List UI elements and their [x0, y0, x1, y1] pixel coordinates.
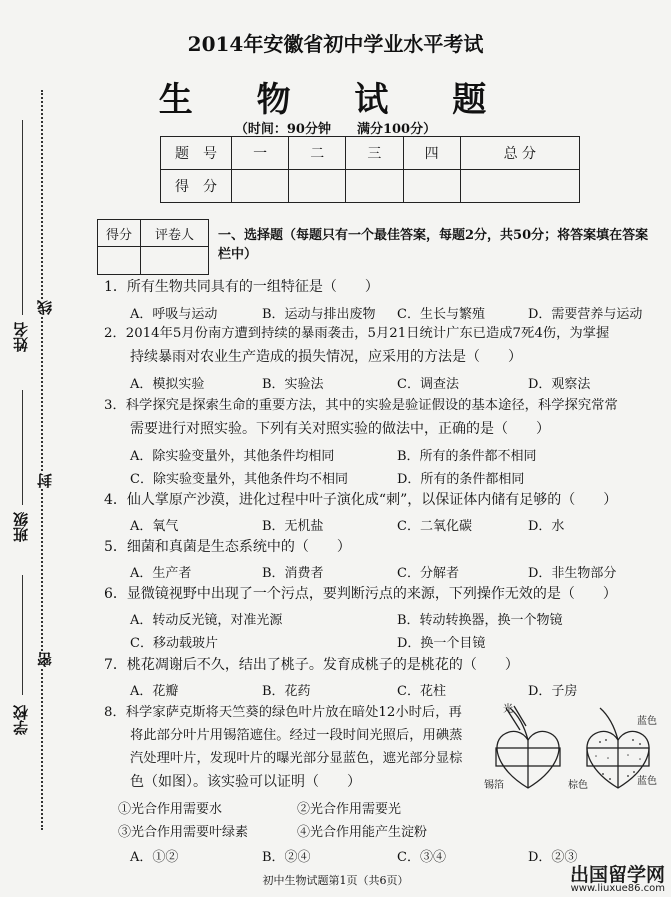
q5-option-d: D．非生物部分	[528, 566, 617, 581]
score-row-label: 得 分	[161, 170, 232, 203]
q1-option-d: D．需要营养与运动	[528, 307, 643, 322]
q7-option-d: D．子房	[528, 684, 578, 699]
q6-option-a: A．转动反光镜，对准光源	[130, 613, 283, 628]
question-1: 1．所有生物共同具有的一组特征是（ ）	[104, 279, 379, 295]
score-header: 二	[289, 137, 346, 170]
score-cell[interactable]	[232, 170, 289, 203]
question-2-line2: 持续暴雨对农业生产造成的损失情况，应采用的方法是（ ）	[130, 349, 522, 365]
grader-score-cell[interactable]	[98, 247, 141, 275]
q4-option-d: D．水	[528, 519, 565, 534]
question-8-line1: 8．科学家萨克斯将天竺葵的绿色叶片放在暗处12小时后，再	[104, 705, 462, 720]
q8-option-b: B．②④	[262, 850, 311, 865]
score-header-row	[161, 137, 580, 170]
q2-option-c: C．调查法	[397, 377, 459, 392]
page-title: 生 物 试 题	[158, 80, 513, 120]
page-footer: 初中生物试题第1页（共6页）	[262, 874, 409, 887]
binding-dotted-line	[41, 90, 43, 830]
question-8-line3: 汽处理叶片，发现叶片的曝光部分显蓝色，遮光部分显棕	[130, 751, 463, 766]
question-3-line2: 需要进行对照实验。下列有关对照实验的做法中，正确的是（ ）	[130, 421, 550, 437]
question-6: 6．显微镜视野中出现了一个污点，要判断污点的来源，下列操作无效的是（ ）	[104, 586, 617, 602]
question-8-line4: 色（如图）。该实验可以证明（ ）	[130, 774, 361, 790]
fig-brown-label: 棕色	[568, 780, 588, 791]
watermark-url: www.liuxue86.com	[570, 883, 665, 894]
q4-option-b: B．无机盐	[262, 519, 324, 534]
score-cell[interactable]	[403, 170, 460, 203]
q8-option-c: C．③④	[397, 850, 446, 865]
class-label: 班级	[12, 512, 30, 542]
seal-xian: 线	[36, 300, 54, 315]
question-7: 7．桃花凋谢后不久，结出了桃子。发育成桃子的是桃花的（ ）	[104, 657, 519, 673]
q8-statement-1: ①光合作用需要水	[118, 802, 223, 817]
score-header: 三	[346, 137, 403, 170]
question-5: 5．细菌和真菌是生态系统中的（ ）	[104, 539, 351, 555]
fig-foil-label: 锡箔	[484, 780, 504, 791]
q5-option-b: B．消费者	[262, 566, 324, 581]
q7-option-a: A．花瓣	[130, 684, 179, 699]
q4-option-c: C．二氧化碳	[397, 519, 472, 534]
school-label: 学校	[12, 705, 30, 735]
exam-name: 2014年安徽省初中学业水平考试	[187, 32, 484, 56]
question-8-line2: 将此部分叶片用锡箔遮住。经过一段时间光照后，用碘蒸	[130, 728, 463, 743]
q4-option-a: A．氧气	[130, 519, 179, 534]
q2-option-d: D．观察法	[528, 377, 591, 392]
fig-blue-label-2: 蓝色	[637, 776, 657, 787]
question-2-line1: 2．2014年5月份南方遭到持续的暴雨袭击，5月21日统计广东已造成7死4伤，为掌握	[104, 326, 610, 341]
q7-option-c: C．花柱	[397, 684, 446, 699]
school-blank	[22, 575, 23, 695]
q1-option-c: C．生长与繁殖	[397, 307, 485, 322]
exam-time: （时间：90分钟 满分100分）	[234, 122, 437, 137]
fig-light-label: 光	[503, 704, 513, 715]
q8-statement-2: ②光合作用需要光	[297, 802, 402, 817]
grader-name-cell[interactable]	[141, 247, 209, 275]
q8-option-d: D．②③	[528, 850, 578, 865]
q8-statement-4: ④光合作用能产生淀粉	[297, 825, 428, 840]
q3-option-b: B．所有的条件都不相同	[397, 449, 537, 464]
q8-statement-3: ③光合作用需要叶绿素	[118, 825, 249, 840]
name-blank	[22, 120, 23, 315]
q5-option-c: C．分解者	[397, 566, 459, 581]
q3-option-a: A．除实验变量外，其他条件均相同	[130, 449, 335, 464]
watermark-brand: 出国留学网	[569, 864, 665, 886]
class-blank	[22, 390, 23, 505]
seal-feng: 封	[36, 473, 54, 488]
score-header: 总 分	[460, 137, 579, 170]
score-table	[160, 136, 580, 203]
q2-option-a: A．模拟实验	[130, 377, 205, 392]
fig-blue-label: 蓝色	[637, 716, 657, 727]
q6-option-d: D．换一个目镜	[397, 636, 486, 651]
score-header: 一	[232, 137, 289, 170]
question-3-line1: 3．科学探究是探索生命的重要方法，其中的实验是验证假设的基本途径，科学探究常常	[104, 398, 618, 413]
q2-option-b: B．实验法	[262, 377, 324, 392]
q3-option-d: D．所有的条件都相同	[397, 472, 525, 487]
q3-option-c: C．除实验变量外，其他条件均不相同	[130, 472, 348, 487]
q6-option-c: C．移动载玻片	[130, 636, 218, 651]
q7-option-b: B．花药	[262, 684, 311, 699]
score-value-row	[161, 170, 580, 203]
grader-table	[97, 219, 209, 275]
grader-name-label: 评卷人	[141, 220, 209, 247]
score-cell[interactable]	[289, 170, 346, 203]
score-header: 题 号	[161, 137, 232, 170]
q6-option-b: B．转动转换器，换一个物镜	[397, 613, 563, 628]
grader-score-label: 得分	[98, 220, 141, 247]
name-label: 姓名	[12, 322, 30, 352]
section-heading: 一、选择题（每题只有一个最佳答案，每题2分，共50分；将答案填在答案栏中）	[218, 228, 649, 262]
q8-option-a: A．①②	[130, 850, 179, 865]
q1-option-b: B．运动与排出废物	[262, 307, 376, 322]
seal-mi: 密	[36, 652, 54, 667]
question-4: 4．仙人掌原产沙漠，进化过程中叶子演化成“刺”，以保证体内储有足够的（ ）	[104, 492, 618, 508]
q5-option-a: A．生产者	[130, 566, 192, 581]
score-cell[interactable]	[460, 170, 579, 203]
score-header: 四	[403, 137, 460, 170]
score-cell[interactable]	[346, 170, 403, 203]
q1-option-a: A．呼吸与运动	[130, 307, 218, 322]
